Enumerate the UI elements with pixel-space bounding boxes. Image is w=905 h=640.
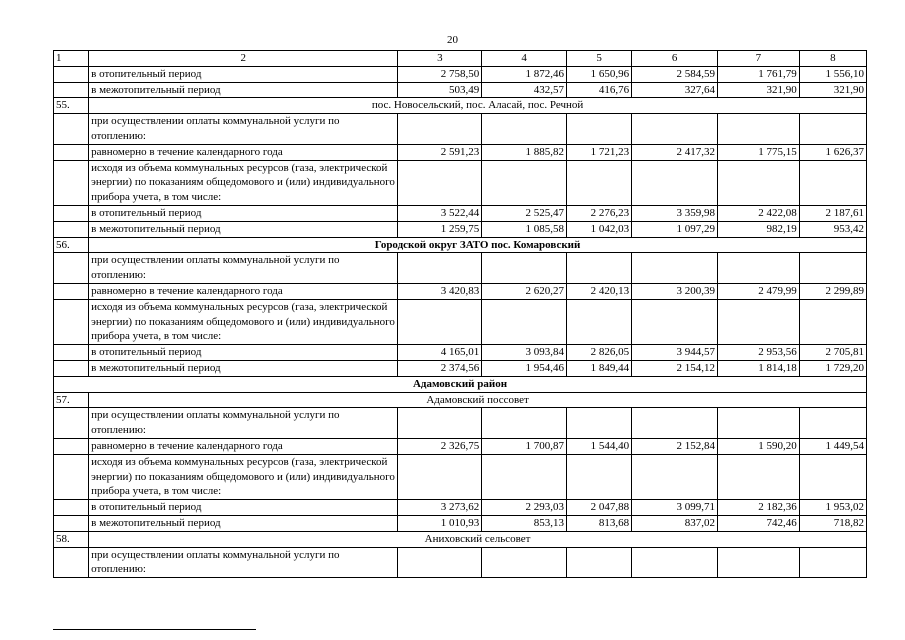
empty-cell <box>567 160 632 205</box>
value-cell: 321,90 <box>799 82 866 98</box>
row-index-cell <box>54 438 89 454</box>
value-cell: 1 885,82 <box>482 144 567 160</box>
value-cell: 503,49 <box>398 82 482 98</box>
value-cell: 3 522,44 <box>398 205 482 221</box>
row-label: в отопительный период <box>89 500 398 516</box>
value-cell: 813,68 <box>567 515 632 531</box>
empty-cell <box>799 408 866 439</box>
row-label: в отопительный период <box>89 345 398 361</box>
row-label: равномерно в течение календарного года <box>89 438 398 454</box>
empty-cell <box>718 160 800 205</box>
empty-cell <box>799 160 866 205</box>
empty-cell <box>718 114 800 145</box>
section-number: 55. <box>54 98 89 114</box>
value-cell: 3 359,98 <box>632 205 718 221</box>
value-cell: 2 422,08 <box>718 205 800 221</box>
value-cell: 3 273,62 <box>398 500 482 516</box>
value-cell: 742,46 <box>718 515 800 531</box>
table-row <box>54 454 867 499</box>
row-index-cell <box>54 160 89 205</box>
row-label: в отопительный период <box>89 66 398 82</box>
value-cell: 2 417,32 <box>632 144 718 160</box>
value-cell: 982,19 <box>718 221 800 237</box>
value-cell: 1 721,23 <box>567 144 632 160</box>
tariff-table <box>53 50 867 578</box>
table-row <box>54 66 867 82</box>
value-cell: 3 099,71 <box>632 500 718 516</box>
value-cell: 1 097,29 <box>632 221 718 237</box>
table-row <box>54 438 867 454</box>
row-index-cell <box>54 283 89 299</box>
value-cell: 1 954,46 <box>482 360 567 376</box>
value-cell: 1 953,02 <box>799 500 866 516</box>
row-index-cell <box>54 500 89 516</box>
value-cell: 1 814,18 <box>718 360 800 376</box>
empty-cell <box>398 408 482 439</box>
row-label: исходя из объема коммунальных ресурсов (газа, электрической энергии) по показаниям общедомового и (или) индивидуального прибора учета, в том числе: <box>89 454 398 499</box>
table-row <box>54 205 867 221</box>
row-label: равномерно в течение календарного года <box>89 283 398 299</box>
value-cell: 2 299,89 <box>799 283 866 299</box>
value-cell: 1 544,40 <box>567 438 632 454</box>
district-row <box>54 376 867 392</box>
row-label: исходя из объема коммунальных ресурсов (газа, электрической энергии) по показаниям общедомового и (или) индивидуального прибора учета, в том числе: <box>89 299 398 344</box>
page-number: 20 <box>447 34 458 46</box>
section-number: 56. <box>54 237 89 253</box>
column-number-6: 6 <box>632 51 718 67</box>
row-label: при осуществлении оплаты коммунальной услуги по отоплению: <box>89 408 398 439</box>
empty-cell <box>482 253 567 284</box>
empty-cell <box>398 299 482 344</box>
row-label: исходя из объема коммунальных ресурсов (газа, электрической энергии) по показаниям общедомового и (или) индивидуального прибора учета, в том числе: <box>89 160 398 205</box>
value-cell: 2 047,88 <box>567 500 632 516</box>
value-cell: 953,42 <box>799 221 866 237</box>
table-row <box>54 114 867 145</box>
value-cell: 2 479,99 <box>718 283 800 299</box>
value-cell: 1 849,44 <box>567 360 632 376</box>
value-cell: 321,90 <box>718 82 800 98</box>
value-cell: 1 259,75 <box>398 221 482 237</box>
value-cell: 2 420,13 <box>567 283 632 299</box>
row-label: в межотопительный период <box>89 360 398 376</box>
row-index-cell <box>54 114 89 145</box>
empty-cell <box>718 547 800 578</box>
empty-cell <box>718 299 800 344</box>
row-index-cell <box>54 345 89 361</box>
empty-cell <box>398 160 482 205</box>
empty-cell <box>567 299 632 344</box>
column-number-5: 5 <box>567 51 632 67</box>
row-index-cell <box>54 408 89 439</box>
table-row <box>54 360 867 376</box>
row-index-cell <box>54 547 89 578</box>
value-cell: 2 525,47 <box>482 205 567 221</box>
table-row <box>54 500 867 516</box>
value-cell: 1 626,37 <box>799 144 866 160</box>
value-cell: 2 187,61 <box>799 205 866 221</box>
value-cell: 1 872,46 <box>482 66 567 82</box>
empty-cell <box>632 454 718 499</box>
empty-cell <box>632 253 718 284</box>
value-cell: 1 590,20 <box>718 438 800 454</box>
row-index-cell <box>54 82 89 98</box>
row-index-cell <box>54 144 89 160</box>
section-number: 58. <box>54 531 89 547</box>
table-row <box>54 144 867 160</box>
value-cell: 2 758,50 <box>398 66 482 82</box>
empty-cell <box>482 547 567 578</box>
value-cell: 416,76 <box>567 82 632 98</box>
row-index-cell <box>54 515 89 531</box>
empty-cell <box>718 408 800 439</box>
row-label: при осуществлении оплаты коммунальной услуги по отоплению: <box>89 114 398 145</box>
section-row <box>54 392 867 408</box>
empty-cell <box>482 160 567 205</box>
empty-cell <box>567 114 632 145</box>
value-cell: 1 010,93 <box>398 515 482 531</box>
empty-cell <box>718 454 800 499</box>
value-cell: 2 374,56 <box>398 360 482 376</box>
value-cell: 1 085,58 <box>482 221 567 237</box>
empty-cell <box>632 114 718 145</box>
empty-cell <box>567 408 632 439</box>
empty-cell <box>799 253 866 284</box>
empty-cell <box>799 114 866 145</box>
section-number: 57. <box>54 392 89 408</box>
empty-cell <box>398 114 482 145</box>
value-cell: 1 449,54 <box>799 438 866 454</box>
empty-cell <box>567 454 632 499</box>
row-label: в отопительный период <box>89 205 398 221</box>
column-number-1: 1 <box>54 51 89 67</box>
value-cell: 1 729,20 <box>799 360 866 376</box>
value-cell: 2 953,56 <box>718 345 800 361</box>
column-number-4: 4 <box>482 51 567 67</box>
value-cell: 853,13 <box>482 515 567 531</box>
column-number-8: 8 <box>799 51 866 67</box>
empty-cell <box>632 408 718 439</box>
table-row <box>54 408 867 439</box>
section-title: Городской округ ЗАТО пос. Комаровский <box>89 237 867 253</box>
section-title: пос. Новосельский, пос. Аласай, пос. Речной <box>89 98 867 114</box>
row-index-cell <box>54 205 89 221</box>
empty-cell <box>482 299 567 344</box>
empty-cell <box>799 454 866 499</box>
section-row <box>54 98 867 114</box>
empty-cell <box>398 454 482 499</box>
value-cell: 2 152,84 <box>632 438 718 454</box>
value-cell: 1 042,03 <box>567 221 632 237</box>
value-cell: 1 761,79 <box>718 66 800 82</box>
table-row <box>54 345 867 361</box>
empty-cell <box>398 547 482 578</box>
section-title: Адамовский поссовет <box>89 392 867 408</box>
value-cell: 3 093,84 <box>482 345 567 361</box>
value-cell: 2 584,59 <box>632 66 718 82</box>
empty-cell <box>799 299 866 344</box>
table-row <box>54 221 867 237</box>
empty-cell <box>482 408 567 439</box>
tariff-table-body <box>54 51 867 578</box>
footnote-separator <box>53 629 256 630</box>
empty-cell <box>482 114 567 145</box>
row-index-cell <box>54 253 89 284</box>
empty-cell <box>398 253 482 284</box>
value-cell: 2 620,27 <box>482 283 567 299</box>
empty-cell <box>718 253 800 284</box>
section-row <box>54 531 867 547</box>
table-row <box>54 547 867 578</box>
value-cell: 2 276,23 <box>567 205 632 221</box>
table-row <box>54 253 867 284</box>
column-number-row <box>54 51 867 67</box>
row-index-cell <box>54 454 89 499</box>
row-label: в межотопительный период <box>89 221 398 237</box>
column-number-3: 3 <box>398 51 482 67</box>
row-label: при осуществлении оплаты коммунальной услуги по отоплению: <box>89 253 398 284</box>
table-row <box>54 299 867 344</box>
column-number-7: 7 <box>718 51 800 67</box>
empty-cell <box>799 547 866 578</box>
row-label: в межотопительный период <box>89 515 398 531</box>
row-label: равномерно в течение календарного года <box>89 144 398 160</box>
value-cell: 1 556,10 <box>799 66 866 82</box>
empty-cell <box>632 299 718 344</box>
value-cell: 837,02 <box>632 515 718 531</box>
value-cell: 2 326,75 <box>398 438 482 454</box>
empty-cell <box>632 160 718 205</box>
value-cell: 4 165,01 <box>398 345 482 361</box>
empty-cell <box>482 454 567 499</box>
row-label: при осуществлении оплаты коммунальной услуги по отоплению: <box>89 547 398 578</box>
value-cell: 3 944,57 <box>632 345 718 361</box>
value-cell: 1 700,87 <box>482 438 567 454</box>
value-cell: 1 775,15 <box>718 144 800 160</box>
column-number-2: 2 <box>89 51 398 67</box>
section-row <box>54 237 867 253</box>
value-cell: 3 420,83 <box>398 283 482 299</box>
district-title: Адамовский район <box>54 376 867 392</box>
table-row <box>54 160 867 205</box>
row-index-cell <box>54 299 89 344</box>
value-cell: 3 200,39 <box>632 283 718 299</box>
section-title: Аниховский сельсовет <box>89 531 867 547</box>
row-index-cell <box>54 221 89 237</box>
value-cell: 1 650,96 <box>567 66 632 82</box>
value-cell: 2 182,36 <box>718 500 800 516</box>
table-row <box>54 82 867 98</box>
empty-cell <box>567 253 632 284</box>
empty-cell <box>567 547 632 578</box>
row-label: в межотопительный период <box>89 82 398 98</box>
table-row <box>54 283 867 299</box>
value-cell: 2 154,12 <box>632 360 718 376</box>
value-cell: 2 705,81 <box>799 345 866 361</box>
table-row <box>54 515 867 531</box>
row-index-cell <box>54 66 89 82</box>
row-index-cell <box>54 360 89 376</box>
value-cell: 2 591,23 <box>398 144 482 160</box>
value-cell: 432,57 <box>482 82 567 98</box>
value-cell: 718,82 <box>799 515 866 531</box>
value-cell: 327,64 <box>632 82 718 98</box>
empty-cell <box>632 547 718 578</box>
value-cell: 2 826,05 <box>567 345 632 361</box>
value-cell: 2 293,03 <box>482 500 567 516</box>
